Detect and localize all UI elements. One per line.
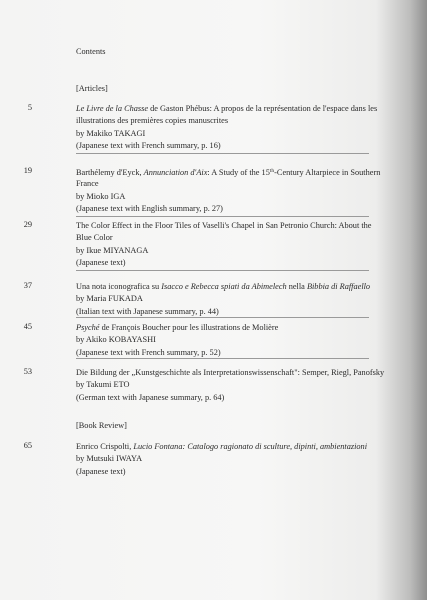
entry-title: Die Bildung der „Kunstgeschichte als Interpretationswissenschaft": Semper, Riegl, Panofsky: [76, 368, 385, 377]
entry-author: by Takumi ETO: [76, 380, 130, 389]
divider: [76, 317, 369, 318]
entry-title: Barthélemy d'Eyck, Annunciation d'Aix: A Study of the 15th-Century Altarpiece in Southern: [76, 168, 381, 177]
contents-title: Contents: [76, 47, 106, 56]
entry-title: Una nota iconografica su Isacco e Rebecca spiati da Abimelech nella Bibbia di Raffaello: [76, 282, 371, 291]
page-number: 29: [23, 220, 32, 229]
entry-author: by Mutsuki IWAYA: [76, 454, 143, 463]
entry-title-line2: Blue Color: [76, 233, 113, 242]
entry-note: (German text with Japanese summary, p. 64): [76, 393, 225, 402]
entry-note: (Japanese text with English summary, p. 27): [76, 204, 223, 213]
entry-author: by Maria FUKADA: [76, 294, 143, 303]
page-number: 5: [27, 103, 32, 112]
entry-title-line2: illustrations des premières copies manuscrites: [76, 116, 229, 125]
entry-title: Psyché de François Boucher pour les illustrations de Molière: [76, 323, 279, 332]
divider: [76, 216, 369, 217]
entry-author: by Ikue MIYANAGA: [76, 246, 149, 255]
entry-title: Le Livre de la Chasse de Gaston Phébus: A propos de la représentation de l'espace dans les: [76, 104, 378, 113]
entry-note: (Italian text with Japanese summary, p. 44): [76, 307, 219, 316]
divider: [76, 153, 369, 154]
entry-title: Enrico Crispolti, Lucio Fontana: Catalogo ragionato di sculture, dipinti, ambientazioni: [76, 442, 368, 451]
divider: [76, 270, 369, 271]
page-number: 19: [23, 166, 32, 175]
divider: [76, 358, 369, 359]
entry-author: by Akiko KOBAYASHI: [76, 335, 156, 344]
page-number: 65: [23, 441, 32, 450]
entry-note: (Japanese text): [76, 258, 126, 267]
entry-note: (Japanese text with French summary, p. 52): [76, 348, 221, 357]
entry-note: (Japanese text): [76, 467, 126, 476]
entry-author: by Mioko IGA: [76, 192, 126, 201]
page-number: 45: [23, 322, 32, 331]
page-number: 37: [23, 281, 32, 290]
entry-note: (Japanese text with French summary, p. 16): [76, 141, 221, 150]
entry-title-line2: France: [76, 179, 99, 188]
page-number: 53: [23, 367, 32, 376]
entry-title: The Color Effect in the Floor Tiles of Vaselli's Chapel in San Petronio Church: About the: [76, 221, 372, 230]
entry-author: by Makiko TAKAGI: [76, 129, 146, 138]
section-label-book-review: [Book Review]: [76, 421, 127, 430]
section-label-articles: [Articles]: [76, 84, 108, 93]
